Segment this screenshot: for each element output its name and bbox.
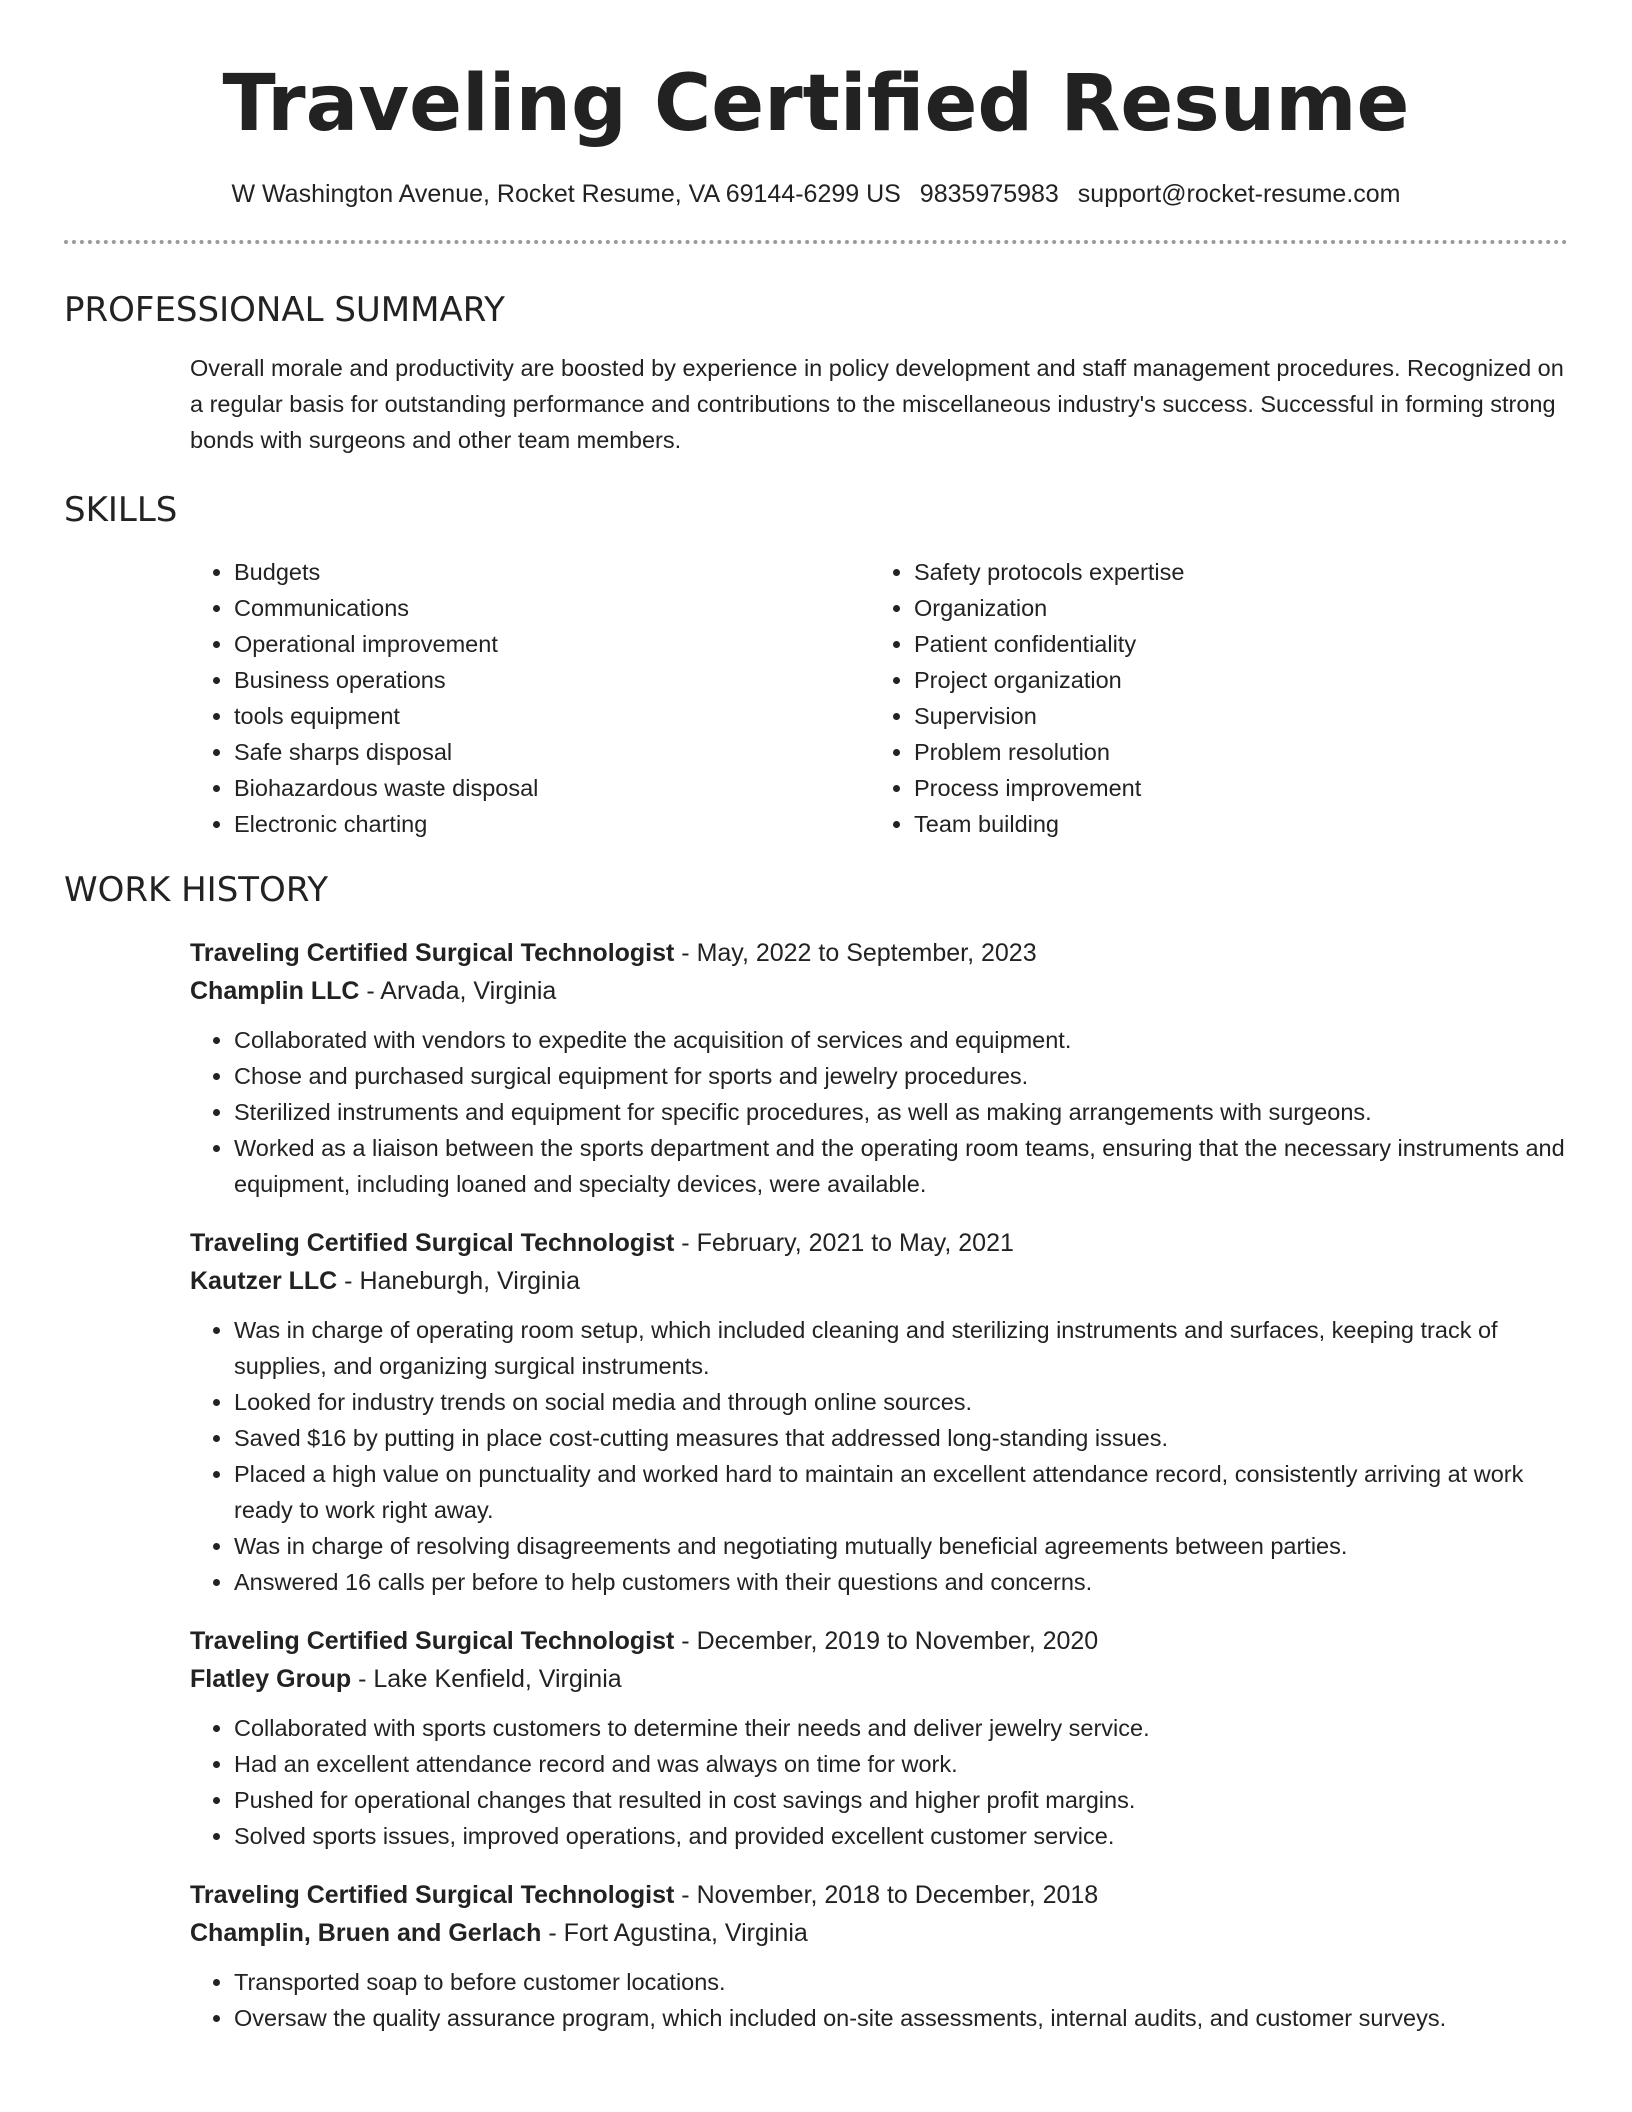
job-company: Flatley Group <box>190 1665 352 1693</box>
skill-item: • Safety protocols expertise <box>914 554 1184 590</box>
job-bullet: • Looked for industry trends on social media and through online sources. <box>234 1384 1568 1420</box>
skill-item: • Safe sharps disposal <box>234 734 870 770</box>
job-bullets <box>190 1022 1568 1202</box>
job-bullet: • Transported soap to before customer locations. <box>234 1964 1568 2000</box>
job-bullet: • Had an excellent attendance record and was always on time for work. <box>234 1746 1568 1782</box>
contact-line <box>64 178 1568 210</box>
job-bullet: • Chose and purchased surgical equipment for sports and jewelry procedures. <box>234 1058 1568 1094</box>
job-bullet: • Pushed for operational changes that resulted in cost savings and higher profit margins. <box>234 1782 1568 1818</box>
job-company-line <box>190 1660 1568 1698</box>
job-entry <box>190 934 1568 1202</box>
skills-column-left <box>190 554 870 842</box>
skills-heading: SKILLS <box>64 490 178 530</box>
job-bullet: • Was in charge of operating room setup, which included cleaning and sterilizing instruments and surfaces, keeping track of supplies, and organizing surgical instruments. <box>234 1312 1568 1384</box>
job-title-line <box>190 1876 1568 1914</box>
job-entry <box>190 1622 1568 1854</box>
job-title: Traveling Certified Surgical Technologist <box>190 939 675 967</box>
skill-item: • Electronic charting <box>234 806 870 842</box>
job-dates: - November, 2018 to December, 2018 <box>674 1881 1099 1909</box>
skill-item: • Supervision <box>914 698 1184 734</box>
job-location: - Lake Kenfield, Virginia <box>351 1665 622 1693</box>
job-dates: - December, 2019 to November, 2020 <box>674 1627 1099 1655</box>
job-location: - Fort Agustina, Virginia <box>541 1919 808 1947</box>
job-title: Traveling Certified Surgical Technologist <box>190 1627 675 1655</box>
job-title: Traveling Certified Surgical Technologist <box>190 1229 675 1257</box>
job-bullet: • Sterilized instruments and equipment for specific procedures, as well as making arrangements with surgeons. <box>234 1094 1568 1130</box>
job-title: Traveling Certified Surgical Technologist <box>190 1881 675 1909</box>
job-company: Champlin LLC <box>190 977 360 1005</box>
job-location: - Arvada, Virginia <box>359 977 557 1005</box>
job-entry <box>190 1224 1568 1600</box>
header-divider <box>64 240 1568 244</box>
job-bullets <box>190 1964 1568 2036</box>
job-company-line <box>190 1262 1568 1300</box>
job-company: Champlin, Bruen and Gerlach <box>190 1919 542 1947</box>
skill-item: • Operational improvement <box>234 626 870 662</box>
job-bullet: • Oversaw the quality assurance program, which included on-site assessments, internal audits, and customer surveys. <box>234 2000 1568 2036</box>
job-bullets <box>190 1312 1568 1600</box>
email: support@rocket-resume.com <box>1077 180 1401 208</box>
job-bullet: • Placed a high value on punctuality and worked hard to maintain an excellent attendance record, consistently arriving at work ready to work right away. <box>234 1456 1568 1528</box>
skill-item: • Project organization <box>914 662 1184 698</box>
job-bullet: • Collaborated with sports customers to determine their needs and deliver jewelry service. <box>234 1710 1568 1746</box>
phone: 9835975983 <box>919 180 1059 208</box>
resume-title: Traveling Certified Resume <box>222 59 1410 149</box>
skill-item: • Budgets <box>234 554 870 590</box>
skills-grid <box>190 554 1568 842</box>
job-company-line <box>190 972 1568 1010</box>
summary-heading: PROFESSIONAL SUMMARY <box>64 290 505 330</box>
skill-item: • Process improvement <box>914 770 1184 806</box>
skill-item: • Patient confidentiality <box>914 626 1184 662</box>
skills-column-right <box>870 554 1184 842</box>
job-bullet: • Worked as a liaison between the sports department and the operating room teams, ensuring that the necessary instruments and equipment, including loaned and specialty devices, were available. <box>234 1130 1568 1202</box>
job-company: Kautzer LLC <box>190 1267 338 1295</box>
job-company-line <box>190 1914 1568 1952</box>
work-history-heading: WORK HISTORY <box>64 870 329 910</box>
job-bullet: • Was in charge of resolving disagreements and negotiating mutually beneficial agreements between parties. <box>234 1528 1568 1564</box>
job-title-line <box>190 1622 1568 1660</box>
skill-item: • Communications <box>234 590 870 626</box>
job-bullet: • Solved sports issues, improved operations, and provided excellent customer service. <box>234 1818 1568 1854</box>
job-dates: - February, 2021 to May, 2021 <box>674 1229 1014 1257</box>
summary-text: Overall morale and productivity are boosted by experience in policy development and staff management procedures. Recognized on a regular basis for outstanding performance and contributions to the miscellaneous industry's success. Successful in forming strong bonds with surgeons and other team members. <box>190 355 1564 453</box>
skill-item: • Biohazardous waste disposal <box>234 770 870 806</box>
job-entry <box>190 1876 1568 2036</box>
job-bullet: • Collaborated with vendors to expedite the acquisition of services and equipment. <box>234 1022 1568 1058</box>
job-dates: - May, 2022 to September, 2023 <box>674 939 1037 967</box>
skill-item: • Team building <box>914 806 1184 842</box>
job-bullet: • Saved $16 by putting in place cost-cutting measures that addressed long-standing issues. <box>234 1420 1568 1456</box>
job-bullet: • Answered 16 calls per before to help customers with their questions and concerns. <box>234 1564 1568 1600</box>
skill-item: • Organization <box>914 590 1184 626</box>
job-title-line <box>190 934 1568 972</box>
address: W Washington Avenue, Rocket Resume, VA 69144-6299 US <box>231 180 901 208</box>
job-bullets <box>190 1710 1568 1854</box>
job-title-line <box>190 1224 1568 1262</box>
job-location: - Haneburgh, Virginia <box>337 1267 580 1295</box>
skill-item: • Problem resolution <box>914 734 1184 770</box>
skill-item: • tools equipment <box>234 698 870 734</box>
skill-item: • Business operations <box>234 662 870 698</box>
